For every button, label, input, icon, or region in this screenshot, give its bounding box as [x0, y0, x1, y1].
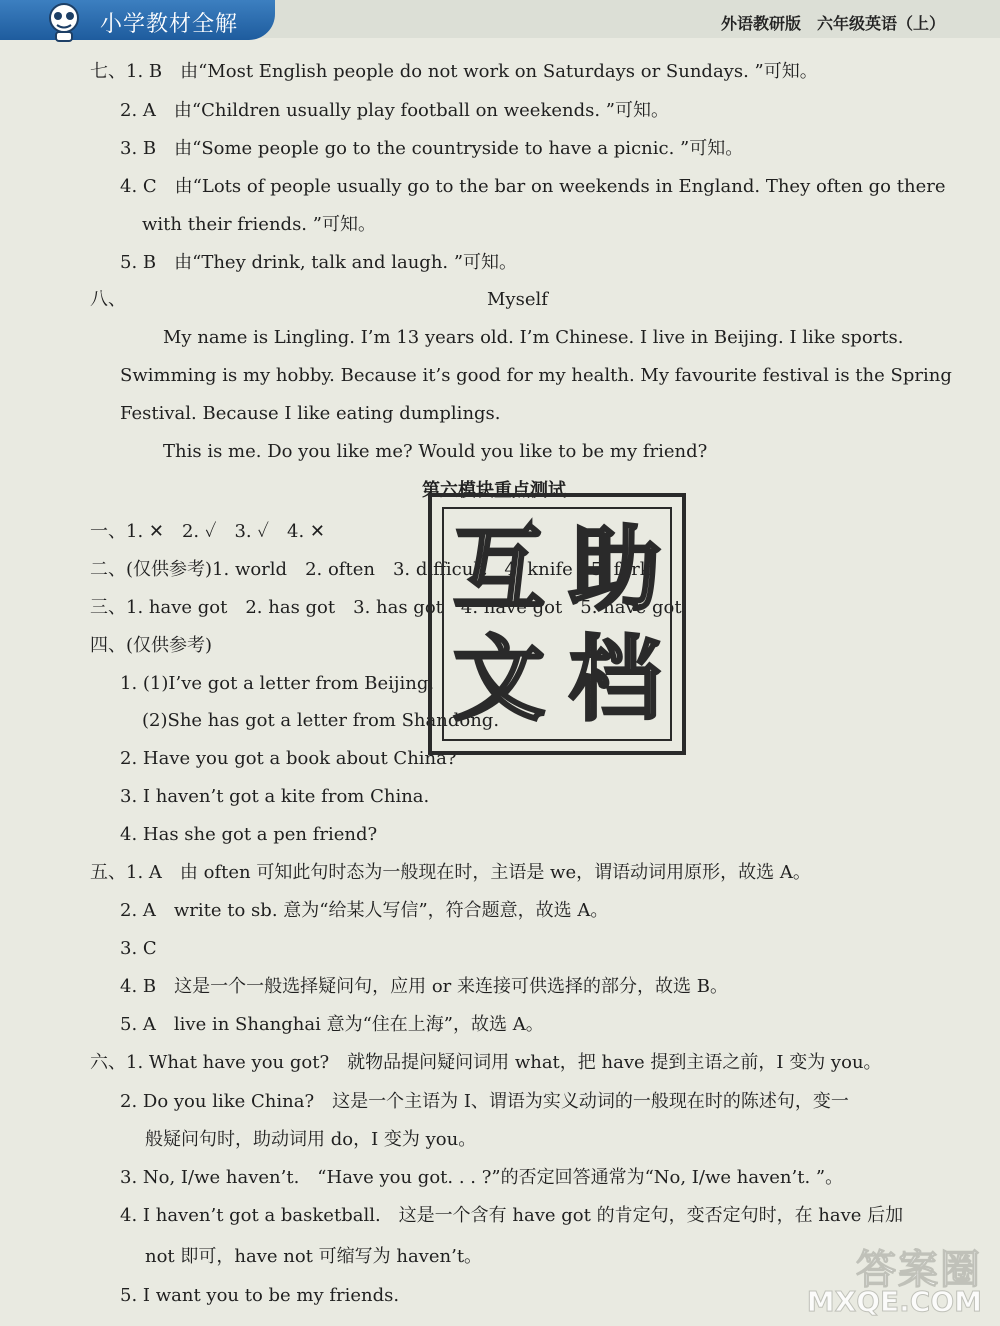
answer-line: 3. C	[120, 938, 157, 959]
answer-line: 3. No, I/we haven’t. “Have you got. . . ?”的否定回答通常为“No, I/we haven’t. ”。	[120, 1167, 844, 1188]
stamp-char: 档	[568, 626, 661, 733]
answer-line: 四、(仅供参考)	[90, 635, 213, 656]
essay-line: This is me. Do you like me? Would you like to be my friend?	[163, 441, 708, 462]
answer-line: 4. I haven’t got a basketball. 这是一个含有 have got 的肯定句，变否定句时，在 have 后加	[120, 1205, 904, 1226]
stamp-char: 文	[452, 626, 545, 733]
answer-line: 2. A 由“Children usually play football on weekends. ”可知。	[120, 100, 670, 121]
watermark-bottom: MXQE.COM	[806, 1285, 982, 1318]
answer-line: 五、1. A 由 often 可知此句时态为一般现在时，主语是 we，谓语动词用原形，故选 A。	[90, 862, 811, 883]
answer-line: 4. Has she got a pen friend?	[120, 824, 378, 845]
essay-line: Swimming is my hobby. Because it’s good for my health. My favourite festival is the Spring	[120, 365, 952, 386]
watermark-top: 答案圈	[856, 1247, 982, 1293]
answer-line: 六、1. What have you got? 就物品提问疑问词用 what，把 have 提到主语之前，I 变为 you。	[90, 1052, 882, 1073]
book-title: 小学教材全解	[100, 12, 239, 37]
answer-line: 般疑问句时，助动词用 do，I 变为 you。	[145, 1129, 477, 1150]
answer-line: 4. B 这是一个一般选择疑问句，应用 or 来连接可供选择的部分，故选 B。	[120, 976, 728, 997]
answer-line: 3. I haven’t got a kite from China.	[120, 786, 430, 807]
answer-line: 1. (1)I’ve got a letter from Beijing.	[120, 673, 435, 694]
answer-line: 5. B 由“They drink, talk and laugh. ”可知。	[120, 252, 518, 273]
mascot-icon	[44, 2, 84, 42]
answer-line: 4. C 由“Lots of people usually go to the bar on weekends in England. They often go there	[120, 176, 946, 197]
essay-line: Festival. Because I like eating dumplings.	[120, 403, 501, 424]
edition-label: 外语教研版 六年级英语（上）	[720, 14, 945, 33]
answer-line: 5. I want you to be my friends.	[120, 1285, 400, 1306]
essay-line: My name is Lingling. I’m 13 years old. I’m Chinese. I live in Beijing. I like sports.	[163, 327, 904, 348]
answer-line: 七、1. B 由“Most English people do not work on Saturdays or Sundays. ”可知。	[90, 61, 818, 82]
answer-line: 2. Do you like China? 这是一个主语为 I、谓语为实义动词的一般现在时的陈述句，变一	[120, 1091, 849, 1112]
essay-title: Myself	[487, 289, 548, 310]
answer-line: 3. B 由“Some people go to the countryside to have a picnic. ”可知。	[120, 138, 744, 159]
answer-line: with their friends. ”可知。	[142, 214, 376, 235]
answer-line: 5. A live in Shanghai 意为“住在上海”，故选 A。	[120, 1014, 544, 1035]
watermark	[806, 1238, 982, 1318]
answer-line: (2)She has got a letter from Shandong.	[142, 710, 500, 731]
answer-line: 二、(仅供参考)1. world 2. often 3. difficult 4. knife 5. fork	[90, 559, 651, 580]
stamp-char: 助	[568, 516, 661, 623]
stamp	[428, 493, 686, 755]
section-label: 八、	[90, 289, 126, 310]
answer-line: 2. Have you got a book about China?	[120, 748, 457, 769]
answer-line: 一、1. ✕ 2. ✓ 3. ✓ 4. ✕	[90, 521, 325, 542]
answer-line: not 即可，have not 可缩写为 haven’t。	[145, 1246, 483, 1267]
module-heading: 第六模块重点测试	[422, 480, 566, 501]
stamp-char: 互	[452, 516, 545, 623]
answer-line: 2. A write to sb. 意为“给某人写信”，符合题意，故选 A。	[120, 900, 609, 921]
answer-line: 三、1. have got 2. has got 3. has got 4. have got 5. have got	[90, 597, 682, 618]
